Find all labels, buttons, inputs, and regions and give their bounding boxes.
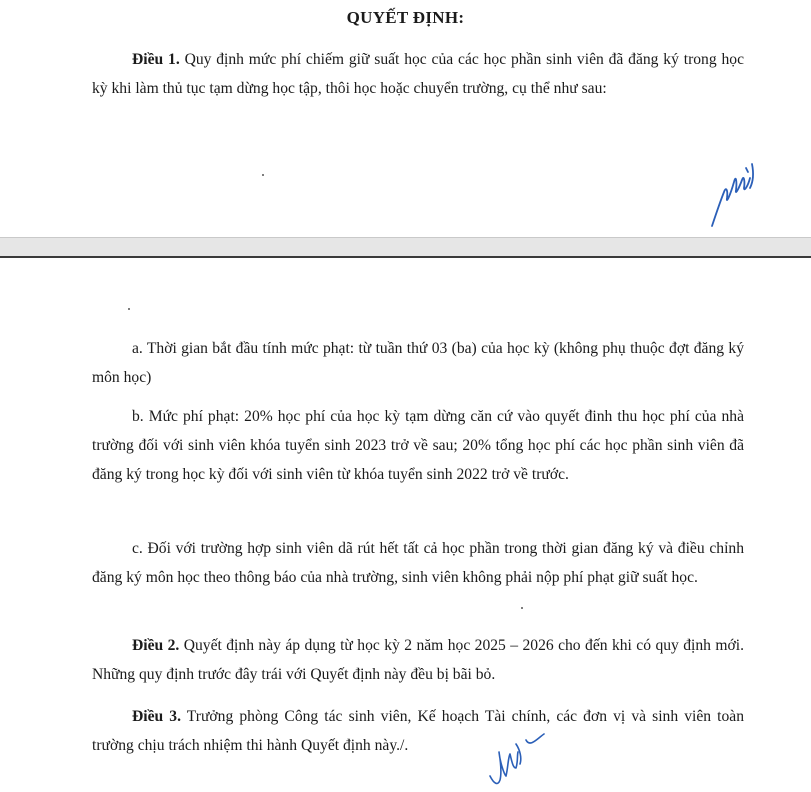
article-2-label: Điều 2. (132, 637, 180, 654)
scan-speck (521, 607, 523, 609)
article-2-text: Quyết định này áp dụng từ học kỳ 2 năm học 2025 – 2026 cho đến khi có quy định mới. Những quy định trước đây trái với Quyết định này đều bị bãi bỏ. (92, 637, 745, 683)
document-page-2 (0, 256, 811, 792)
scan-speck (128, 308, 130, 310)
article-1-text: Quy định mức phí chiếm giữ suất học của các học phần sinh viên đã đăng ký trong học kỳ khi làm thủ tục tạm dừng học tập, thôi học hoặc chuyển trường, cụ thể như sau: (92, 51, 745, 97)
item-a: a. Thời gian bắt đầu tính mức phạt: từ tuần thứ 03 (ba) của học kỳ (không phụ thuộc đợt đăng ký môn học) (92, 340, 744, 386)
article-1 (92, 45, 744, 103)
document-page-1 (0, 0, 811, 238)
initials-signature-bottom (486, 728, 552, 792)
item-c: c. Đối với trường hợp sinh viên dã rút hết tất cả học phần trong thời gian đăng ký và điều chỉnh đăng ký môn học theo thông báo của nhà trường, sinh viên không phải nộp phí phạt giữ suất học. (92, 540, 744, 586)
article-1-label: Điều 1. (132, 51, 180, 68)
article-3 (92, 702, 744, 760)
article-3-text: Trưởng phòng Công tác sinh viên, Kế hoạch Tài chính, các đơn vị và sinh viên toàn trường chịu trách nhiệm thi hành Quyết định này./. (92, 708, 745, 754)
initials-signature-top (706, 152, 768, 232)
article-3-label: Điều 3. (132, 708, 181, 725)
article-2 (92, 631, 744, 689)
page-gap (0, 238, 811, 256)
decision-title: QUYẾT ĐỊNH: (346, 8, 465, 27)
scan-speck (262, 174, 264, 176)
item-b: b. Mức phí phạt: 20% học phí của học kỳ tạm dừng căn cứ vào quyết đinh thu học phí của nhà trường đối với sinh viên khóa tuyển sinh 2023 trở về sau; 20% tổng học phí các học phần sinh viên đã đăng ký trong học kỳ đối với sinh viên từ khóa tuyển sinh 2022 trở về trước. (92, 408, 744, 483)
